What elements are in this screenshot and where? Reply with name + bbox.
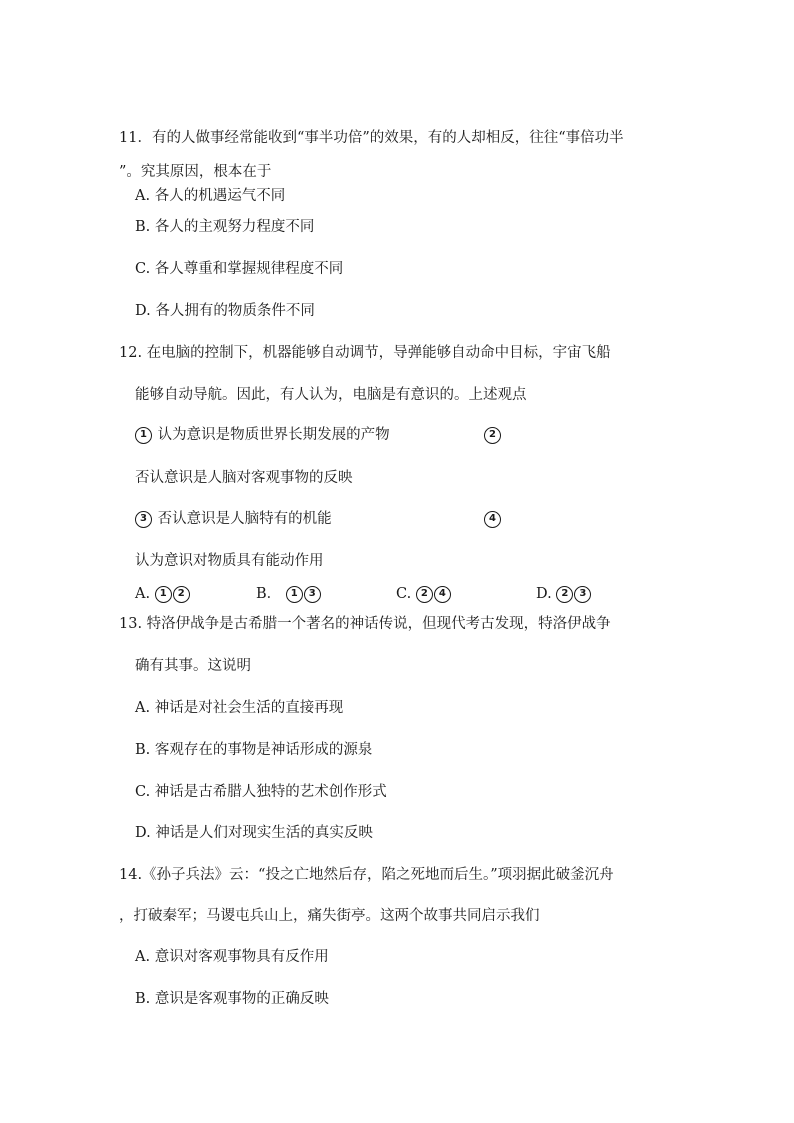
circled-number: 4 <box>434 586 451 603</box>
q12-choice-d <box>536 584 592 604</box>
q14-option-b: B. 意识是客观事物的正确反映 <box>135 991 329 1007</box>
q13-option-c: C. 神话是古希腊人独特的艺术创作形式 <box>135 784 387 800</box>
q12-stem-line1: 12. 在电脑的控制下，机器能够自动调节，导弹能够自动命中目标，宇宙飞船 <box>119 345 611 361</box>
circled-number-3: 3 <box>135 511 152 528</box>
q12-choice-b-letter: B． <box>256 586 282 602</box>
q12-statement-4-marker <box>484 509 502 529</box>
q12-statement-3-text: 否认意识是人脑特有的机能 <box>153 511 332 527</box>
circled-number: 1 <box>155 586 172 603</box>
q12-choice-c <box>396 584 452 604</box>
q11-option-c: C. 各人尊重和掌握规律程度不同 <box>135 261 344 277</box>
circled-number-4: 4 <box>484 511 501 528</box>
q12-statement-1-text: 认为意识是物质世界长期发展的产物 <box>153 427 390 443</box>
circled-number: 3 <box>574 586 591 603</box>
q12-statement-3 <box>135 509 332 529</box>
circled-number: 2 <box>416 586 433 603</box>
q13-stem-line2: 确有其事。这说明 <box>135 658 251 674</box>
q12-statement-2-text: 否认意识是人脑对客观事物的反映 <box>135 470 353 486</box>
q12-choice-b <box>256 584 322 604</box>
circled-number: 1 <box>286 586 303 603</box>
q12-statement-2-marker <box>484 425 502 445</box>
circled-number: 2 <box>173 586 190 603</box>
q12-statement-4-text: 认为意识对物质具有能动作用 <box>135 553 324 569</box>
q12-choice-c-letter: C. <box>396 586 412 602</box>
q12-stem-line2: 能够自动导航。因此，有人认为，电脑是有意识的。上述观点 <box>135 387 527 403</box>
q11-option-d: D. 各人拥有的物质条件不同 <box>135 303 315 319</box>
q13-option-b: B. 客观存在的事物是神话形成的源泉 <box>135 742 373 758</box>
q12-choice-a-letter: A. <box>135 586 151 602</box>
q14-option-a: A. 意识对客观事物具有反作用 <box>135 949 329 965</box>
q11-stem-line2: ”。究其原因，根本在于 <box>119 164 272 180</box>
q14-stem-line1: 14.《孙子兵法》云：“投之亡地然后存，陷之死地而后生。”项羽据此破釜沉舟 <box>119 867 614 883</box>
circled-number-1: 1 <box>135 427 152 444</box>
q14-stem-line2: ，打破秦军；马谡屯兵山上，痛失街亭。这两个故事共同启示我们 <box>119 908 540 924</box>
q12-statement-1 <box>135 425 390 445</box>
q12-choice-a <box>135 584 191 604</box>
circled-number-2: 2 <box>484 427 501 444</box>
q13-option-d: D. 神话是人们对现实生活的真实反映 <box>135 825 373 841</box>
q13-option-a: A. 神话是对社会生活的直接再现 <box>135 700 344 716</box>
q11-option-b: B. 各人的主观努力程度不同 <box>135 219 315 235</box>
q11-option-a: A. 各人的机遇运气不同 <box>135 188 286 204</box>
q12-choice-d-letter: D. <box>536 586 552 602</box>
circled-number: 2 <box>556 586 573 603</box>
circled-number: 3 <box>304 586 321 603</box>
q11-stem-line1: 11．有的人做事经常能收到“事半功倍”的效果，有的人却相反，往往“事倍功半 <box>119 130 624 146</box>
q13-stem-line1: 13. 特洛伊战争是古希腊一个著名的神话传说，但现代考古发现，特洛伊战争 <box>119 616 611 632</box>
